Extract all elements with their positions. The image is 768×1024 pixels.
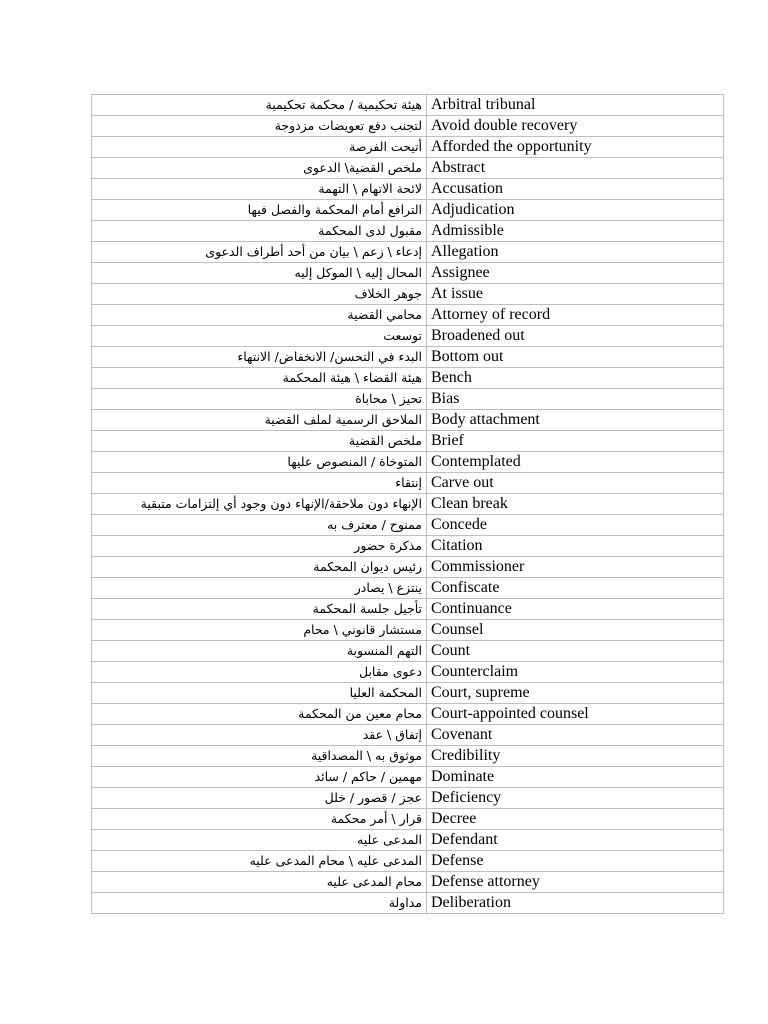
glossary-body: [92, 95, 724, 914]
english-term: Avoid double recovery: [427, 116, 724, 137]
english-term: Afforded the opportunity: [427, 137, 724, 158]
arabic-term: البدء في التحسن/ الانخفاض/ الانتهاء: [92, 347, 427, 368]
english-term: At issue: [427, 284, 724, 305]
table-row: [92, 326, 724, 347]
english-term: Allegation: [427, 242, 724, 263]
table-row: [92, 158, 724, 179]
english-term: Deficiency: [427, 788, 724, 809]
arabic-term: محامي القضية: [92, 305, 427, 326]
english-term: Brief: [427, 431, 724, 452]
arabic-term: ممنوح / معترف به: [92, 515, 427, 536]
english-term: Attorney of record: [427, 305, 724, 326]
table-row: [92, 368, 724, 389]
english-term: Counterclaim: [427, 662, 724, 683]
table-row: [92, 809, 724, 830]
english-term: Accusation: [427, 179, 724, 200]
table-row: [92, 557, 724, 578]
table-row: [92, 494, 724, 515]
english-term: Decree: [427, 809, 724, 830]
english-term: Citation: [427, 536, 724, 557]
table-row: [92, 704, 724, 725]
english-term: Defense attorney: [427, 872, 724, 893]
english-term: Bench: [427, 368, 724, 389]
table-row: [92, 137, 724, 158]
arabic-term: هيئة القضاء \ هيئة المحكمة: [92, 368, 427, 389]
english-term: Concede: [427, 515, 724, 536]
arabic-term: محام معين من المحكمة: [92, 704, 427, 725]
english-term: Covenant: [427, 725, 724, 746]
english-term: Counsel: [427, 620, 724, 641]
arabic-term: الملاحق الرسمية لملف القضية: [92, 410, 427, 431]
table-row: [92, 620, 724, 641]
table-row: [92, 830, 724, 851]
arabic-term: المدعى عليه \ محام المدعى عليه: [92, 851, 427, 872]
arabic-term: هيئة تحكيمية / محكمة تحكيمية: [92, 95, 427, 116]
english-term: Defendant: [427, 830, 724, 851]
table-row: [92, 410, 724, 431]
arabic-term: ملخص القضية: [92, 431, 427, 452]
table-row: [92, 95, 724, 116]
arabic-term: الترافع أمام المحكمة والفصل فيها: [92, 200, 427, 221]
arabic-term: مقبول لدى المحكمة: [92, 221, 427, 242]
english-term: Broadened out: [427, 326, 724, 347]
arabic-term: لائحة الاتهام \ التهمة: [92, 179, 427, 200]
arabic-term: مداولة: [92, 893, 427, 914]
arabic-term: ينتزع \ يصادر: [92, 578, 427, 599]
table-row: [92, 473, 724, 494]
table-row: [92, 347, 724, 368]
english-term: Adjudication: [427, 200, 724, 221]
arabic-term: قرار \ أمر محكمة: [92, 809, 427, 830]
arabic-term: مهمين / حاكم / سائد: [92, 767, 427, 788]
table-row: [92, 263, 724, 284]
table-row: [92, 662, 724, 683]
glossary-table: [91, 94, 724, 914]
table-row: [92, 200, 724, 221]
table-row: [92, 641, 724, 662]
arabic-term: رئيس ديوان المحكمة: [92, 557, 427, 578]
arabic-term: عجز / قصور / خلل: [92, 788, 427, 809]
table-row: [92, 746, 724, 767]
table-row: [92, 725, 724, 746]
table-row: [92, 242, 724, 263]
table-row: [92, 536, 724, 557]
table-row: [92, 452, 724, 473]
table-row: [92, 788, 724, 809]
table-row: [92, 221, 724, 242]
table-row: [92, 179, 724, 200]
table-row: [92, 893, 724, 914]
english-term: Contemplated: [427, 452, 724, 473]
arabic-term: توسعت: [92, 326, 427, 347]
table-row: [92, 578, 724, 599]
english-term: Assignee: [427, 263, 724, 284]
english-term: Body attachment: [427, 410, 724, 431]
arabic-term: مذكرة حضور: [92, 536, 427, 557]
arabic-term: ملخص القضية\ الدعوى: [92, 158, 427, 179]
english-term: Deliberation: [427, 893, 724, 914]
table-row: [92, 431, 724, 452]
arabic-term: إدعاء \ زعم \ بيان من أحد أطراف الدعوى: [92, 242, 427, 263]
english-term: Abstract: [427, 158, 724, 179]
english-term: Count: [427, 641, 724, 662]
arabic-term: تأجيل جلسة المحكمة: [92, 599, 427, 620]
arabic-term: الإنهاء دون ملاحقة/الإنهاء دون وجود أي إلتزامات متبقية: [92, 494, 427, 515]
table-row: [92, 305, 724, 326]
table-row: [92, 389, 724, 410]
arabic-term: مستشار قانوني \ محام: [92, 620, 427, 641]
table-row: [92, 284, 724, 305]
english-term: Credibility: [427, 746, 724, 767]
table-row: [92, 683, 724, 704]
english-term: Bottom out: [427, 347, 724, 368]
arabic-term: المتوخاة / المنصوص عليها: [92, 452, 427, 473]
arabic-term: إتفاق \ عقد: [92, 725, 427, 746]
english-term: Dominate: [427, 767, 724, 788]
english-term: Clean break: [427, 494, 724, 515]
table-row: [92, 515, 724, 536]
english-term: Carve out: [427, 473, 724, 494]
arabic-term: محام المدعى عليه: [92, 872, 427, 893]
arabic-term: دعوى مقابل: [92, 662, 427, 683]
english-term: Confiscate: [427, 578, 724, 599]
arabic-term: جوهر الخلاف: [92, 284, 427, 305]
table-row: [92, 851, 724, 872]
arabic-term: المحكمة العليا: [92, 683, 427, 704]
arabic-term: التهم المنسوبة: [92, 641, 427, 662]
table-row: [92, 872, 724, 893]
arabic-term: المدعى عليه: [92, 830, 427, 851]
arabic-term: أتيحت الفرصة: [92, 137, 427, 158]
arabic-term: المحال إليه \ الموكل إليه: [92, 263, 427, 284]
table-row: [92, 767, 724, 788]
english-term: Bias: [427, 389, 724, 410]
english-term: Court-appointed counsel: [427, 704, 724, 725]
english-term: Commissioner: [427, 557, 724, 578]
arabic-term: تحيز \ محاباة: [92, 389, 427, 410]
table-row: [92, 599, 724, 620]
table-row: [92, 116, 724, 137]
arabic-term: لتجنب دفع تعويضات مزدوجة: [92, 116, 427, 137]
english-term: Defense: [427, 851, 724, 872]
english-term: Court, supreme: [427, 683, 724, 704]
english-term: Arbitral tribunal: [427, 95, 724, 116]
english-term: Continuance: [427, 599, 724, 620]
english-term: Admissible: [427, 221, 724, 242]
arabic-term: موثوق به \ المصداقية: [92, 746, 427, 767]
arabic-term: إنتقاء: [92, 473, 427, 494]
